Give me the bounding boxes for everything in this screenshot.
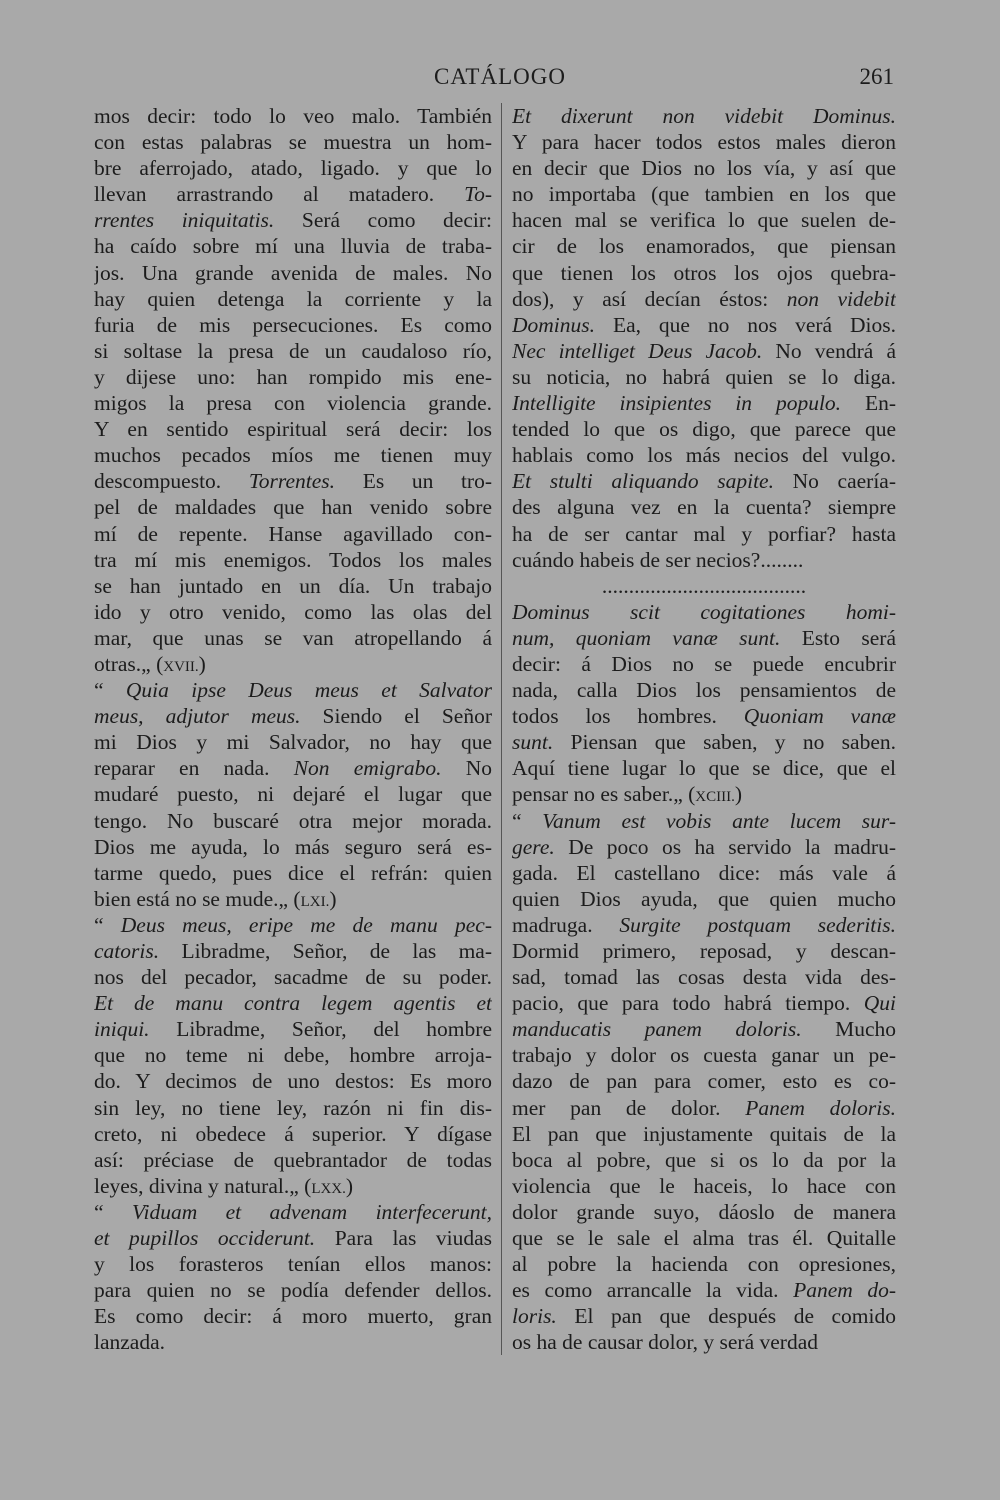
text-line: [94, 521, 492, 547]
text-line: [94, 286, 492, 312]
text-line: [94, 651, 492, 677]
body-text: do. Y decimos de uno destos: Es moro: [94, 1069, 492, 1094]
latin-quote-text: Surgite postquam sederitis.: [619, 912, 896, 937]
body-text: des alguna vez en la cuenta? siempre: [512, 495, 896, 520]
text-line: [512, 468, 896, 494]
text-line: [94, 1251, 492, 1277]
latin-quote-text: gere.: [512, 834, 555, 859]
text-line: [512, 1277, 896, 1303]
text-line: [512, 808, 896, 834]
running-head-title: CATÁLOGO: [434, 64, 566, 89]
text-line: [94, 703, 492, 729]
text-line: [94, 834, 492, 860]
latin-quote-text: catoris.: [94, 939, 160, 963]
latin-quote-text: Viduam et advenam interfecerunt,: [131, 1199, 492, 1224]
body-text: mi Dios y mi Salvador, no hay que: [94, 730, 492, 755]
text-line: [512, 286, 896, 312]
body-text: mí de repente. Hanse agavillado con-: [94, 521, 492, 546]
text-line: [94, 494, 492, 520]
latin-quote-text: non videbit: [786, 286, 896, 311]
text-line: [94, 1095, 492, 1121]
text-line: [94, 1068, 492, 1094]
latin-quote-text: Et stulti aliquando sapite.: [512, 469, 774, 494]
body-text: ha de ser cantar mal y porfiar? hasta: [512, 521, 896, 546]
body-text: otras.„ (: [94, 651, 164, 676]
body-text: que no teme ni debe, hombre arroja-: [94, 1043, 492, 1068]
body-text: dos), y así decían éstos:: [512, 286, 787, 311]
text-line: [94, 781, 492, 807]
text-line: [512, 781, 896, 807]
text-line: [512, 1173, 896, 1199]
body-text: al pobre la hacienda con opresiones,: [512, 1252, 896, 1277]
right-text-column: [512, 103, 896, 1356]
text-line: [94, 1121, 492, 1147]
body-text: tengo. No buscaré otra mejor morada.: [94, 808, 492, 833]
text-line: [94, 729, 492, 755]
body-text: trabajo y dolor os cuesta ganar un pe-: [512, 1043, 896, 1068]
body-text: en decir que Dios no los vía, y así que: [512, 156, 896, 181]
body-text: pel de maldades que han venido sobre: [94, 495, 492, 520]
body-text: migos la presa con violencia grande.: [94, 391, 492, 416]
text-line: [94, 442, 492, 468]
body-text: así: préciase de quebrantador de todas: [94, 1147, 492, 1172]
text-line: [512, 416, 896, 442]
text-line: [94, 1147, 492, 1173]
latin-quote-text: Intelligite insipientes in populo.: [512, 391, 842, 416]
text-line: [512, 964, 896, 990]
text-line: [94, 938, 492, 964]
text-line: [512, 599, 896, 625]
body-text: leyes, divina y natural.„ (: [94, 1173, 312, 1198]
text-line: [512, 1068, 896, 1094]
text-line: [94, 912, 492, 938]
verse-reference: XVII.: [163, 658, 199, 675]
body-text: hacen mal se verifica lo que suelen de-: [512, 208, 896, 233]
body-text: cir de los enamorados, que piensan: [512, 234, 896, 259]
left-text-column: [94, 103, 492, 1356]
latin-quote-text: Deus meus, eripe me de manu pec-: [120, 912, 492, 937]
body-text: De poco os ha servido la madru-: [554, 834, 896, 859]
text-line: [512, 1095, 896, 1121]
text-line: [94, 599, 492, 625]
body-text: ido y otro venido, como las olas del: [94, 599, 492, 624]
text-line: [512, 886, 896, 912]
body-text: si soltase la presa de un caudaloso río,: [94, 338, 492, 363]
body-text: mer pan de dolor.: [512, 1095, 746, 1120]
text-line: [512, 364, 896, 390]
text-line: [94, 312, 492, 338]
latin-quote-text: Vanum est vobis ante lucem sur-: [542, 808, 896, 833]
latin-quote-text: Panem do-: [793, 1278, 896, 1303]
text-line: [94, 808, 492, 834]
body-text: “: [94, 1199, 132, 1224]
body-text: nada, calla Dios los pensamientos de: [512, 678, 896, 703]
body-text: cuándo habeis de ser necios?........: [512, 547, 804, 572]
text-line: [512, 860, 896, 886]
latin-quote-text: Et dixerunt non videbit Dominus.: [512, 104, 896, 128]
text-line: [512, 547, 896, 573]
body-text: Dios me ayuda, lo más seguro será es-: [94, 834, 492, 859]
body-text: gada. El castellano dice: más vale á: [512, 860, 896, 885]
body-text: Ea, que no nos verá Dios.: [595, 312, 896, 337]
body-text: nos del pecador, sacadme de su poder.: [94, 965, 492, 990]
text-line: [94, 1329, 492, 1355]
body-text: muchos pecados míos me tienen muy: [94, 443, 492, 468]
body-text: y los forasteros tenían ellos manos:: [94, 1252, 492, 1277]
body-text: madruga.: [512, 912, 620, 937]
body-text: dazo de pan para comer, esto es co-: [512, 1069, 896, 1094]
body-text: furia de mis persecuciones. Es como: [94, 312, 492, 337]
body-text: todos los hombres.: [512, 704, 744, 729]
latin-quote-text: meus, adjutor meus.: [94, 704, 301, 729]
body-text: es como arrancalle la vida.: [512, 1278, 794, 1303]
body-text: Dormid primero, reposad, y descan-: [512, 939, 896, 963]
body-text: tarme quedo, pues dice el refrán: quien: [94, 860, 492, 885]
text-line: [512, 1199, 896, 1225]
body-text: creto, ni obedece á superior. Y dígase: [94, 1121, 492, 1146]
text-line: [512, 233, 896, 259]
body-text: Y en sentido espiritual será decir: los: [94, 417, 492, 442]
text-line: [94, 155, 492, 181]
text-line: [512, 834, 896, 860]
text-line: [94, 1173, 492, 1199]
text-line: [94, 129, 492, 155]
body-text: Aquí tiene lugar lo que se dice, que el: [512, 756, 896, 781]
text-line: [512, 1251, 896, 1277]
text-line: [94, 260, 492, 286]
text-line: [512, 312, 896, 338]
body-text: que tienen los otros los ojos quebra-: [512, 260, 896, 285]
text-line: [94, 1042, 492, 1068]
body-text: y dijese uno: han rompido mis ene-: [94, 364, 492, 389]
text-line: [512, 573, 896, 599]
body-text: dolor grande suyo, dáoslo de manera: [512, 1199, 896, 1224]
latin-quote-text: Dominus.: [512, 312, 596, 337]
body-text: descompuesto.: [94, 469, 249, 494]
body-text: ): [345, 1173, 354, 1198]
text-line: [94, 677, 492, 703]
text-line: [94, 1303, 492, 1329]
body-text: con estas palabras se muestra un hom-: [94, 130, 492, 155]
text-line: [512, 912, 896, 938]
text-line: [94, 573, 492, 599]
text-line: [512, 103, 896, 129]
body-text: hay quien detenga la corriente y la: [94, 286, 492, 311]
text-line: [94, 181, 492, 207]
latin-quote-text: Qui: [863, 991, 896, 1016]
latin-quote-text: Non emigrabo.: [293, 756, 442, 781]
text-line: [512, 494, 896, 520]
text-line: [94, 468, 492, 494]
body-text: El pan que injustamente quitais de la: [512, 1121, 896, 1146]
body-text: Libradme, Señor, de las ma-: [159, 939, 492, 963]
latin-quote-text: Panem doloris.: [745, 1095, 896, 1120]
body-text: quien Dios ayuda, que quien mucho: [512, 886, 896, 911]
body-text: Siendo el Señor: [300, 704, 492, 729]
latin-quote-text: rrentes iniquitatis.: [94, 208, 275, 233]
body-text: No: [441, 756, 492, 781]
text-line: [512, 1042, 896, 1068]
body-text: hablais como los más necios del vulgo.: [512, 443, 896, 468]
body-text: El pan que después de comido: [556, 1304, 896, 1329]
body-text: pensar no es saber.„ (: [512, 782, 696, 807]
latin-quote-text: num, quoniam vanæ sunt.: [512, 625, 781, 650]
text-line: [94, 233, 492, 259]
text-line: [512, 729, 896, 755]
latin-quote-text: et pupillos occiderunt.: [94, 1226, 316, 1251]
body-text: os ha de causar dolor, y será verdad: [512, 1330, 818, 1355]
body-text: ): [198, 651, 206, 676]
text-line: [512, 129, 896, 155]
body-text: tended lo que os digo, que parece que: [512, 417, 896, 442]
body-text: reparar en nada.: [94, 756, 294, 781]
text-line: [94, 547, 492, 573]
text-line: [94, 1277, 492, 1303]
body-text: jos. Una grande avenida de males. No: [94, 260, 492, 285]
column-divider: [501, 103, 502, 1355]
latin-quote-text: Dominus scit cogitationes homi-: [512, 599, 896, 624]
latin-quote-text: Quia ipse Deus meus et Salvator: [125, 678, 492, 703]
latin-quote-text: Quoniam vanæ: [743, 704, 896, 729]
text-line: [94, 860, 492, 886]
latin-quote-text: Torrentes.: [248, 469, 336, 494]
body-text: sin ley, no tiene ley, razón ni fin dis-: [94, 1095, 492, 1120]
verse-reference: LXX.: [311, 1180, 346, 1197]
body-text: Esto será: [780, 625, 896, 650]
body-text: sad, tomad las cosas desta vida des-: [512, 965, 896, 990]
text-line: [512, 938, 896, 964]
body-text: para quien no se podía defender dellos.: [94, 1278, 492, 1303]
text-line: [94, 338, 492, 364]
body-text: Es un tro-: [335, 469, 492, 494]
body-text: ha caído sobre mí una lluvia de traba-: [94, 234, 492, 259]
body-text: violencia que le haceis, lo hace con: [512, 1173, 896, 1198]
body-text: mudaré puesto, ni dejaré el lugar que: [94, 782, 492, 807]
text-line: [94, 755, 492, 781]
body-text: mos decir: todo lo veo malo. También: [94, 104, 492, 128]
latin-quote-text: manducatis panem doloris.: [512, 1017, 802, 1042]
body-text: En-: [841, 391, 896, 416]
body-text: bre aferrojado, atado, ligado. y que lo: [94, 156, 492, 181]
text-line: [512, 1303, 896, 1329]
latin-quote-text: Et de manu contra legem agentis et: [94, 991, 492, 1016]
body-text: lanzada.: [94, 1330, 166, 1355]
latin-quote-text: sunt.: [512, 730, 554, 755]
body-text: bien está no se mude.„ (: [94, 886, 301, 911]
text-line: [512, 181, 896, 207]
text-line: [512, 677, 896, 703]
body-text: boca al pobre, que si os lo da por la: [512, 1147, 896, 1172]
page-number: 261: [859, 64, 894, 89]
latin-quote-text: loris.: [512, 1304, 557, 1329]
text-line: [94, 207, 492, 233]
text-line: [94, 886, 492, 912]
body-text: ): [329, 886, 337, 911]
latin-quote-text: iniqui.: [94, 1017, 150, 1042]
body-text: Para las viudas: [315, 1226, 492, 1251]
body-text: se han juntado en un día. Un trabajo: [94, 573, 492, 598]
text-line: [94, 1016, 492, 1042]
body-text: su noticia, no habrá quien se lo diga.: [512, 364, 896, 389]
body-text: “: [94, 912, 121, 937]
text-line: [94, 103, 492, 129]
text-line: [512, 155, 896, 181]
body-text: “: [512, 808, 543, 833]
body-text: mar, que unas se van atropellando á: [94, 625, 492, 650]
body-text: Será como decir:: [274, 208, 492, 233]
body-text: tra mí mis enemigos. Todos los males: [94, 547, 492, 572]
body-text: “: [94, 678, 126, 703]
text-line: [512, 1225, 896, 1251]
body-text: Piensan que saben, y no saben.: [553, 730, 896, 755]
text-line: [94, 1225, 492, 1251]
text-line: [512, 1329, 896, 1355]
text-line: [94, 390, 492, 416]
text-line: [512, 625, 896, 651]
body-text: Y para hacer todos estos males dieron: [512, 130, 896, 155]
text-line: [512, 1121, 896, 1147]
text-line: [512, 703, 896, 729]
body-text: ): [734, 782, 743, 807]
text-line: [94, 416, 492, 442]
text-line: [512, 990, 896, 1016]
text-line: [94, 990, 492, 1016]
body-text: Libradme, Señor, del hombre: [149, 1017, 492, 1042]
text-line: [94, 1199, 492, 1225]
body-text: Es como decir: á moro muerto, gran: [94, 1304, 492, 1329]
verse-reference: XCIII.: [695, 789, 735, 806]
text-line: [512, 755, 896, 781]
text-line: [94, 625, 492, 651]
body-text: no importaba (que tambien en los que: [512, 182, 896, 207]
text-line: [512, 260, 896, 286]
text-line: [94, 964, 492, 990]
text-line: [512, 338, 896, 364]
text-line: [512, 1016, 896, 1042]
text-line: [512, 390, 896, 416]
text-line: [512, 521, 896, 547]
verse-reference: LXI.: [300, 893, 330, 910]
latin-quote-text: To-: [464, 182, 492, 207]
body-text: No vendrá á: [762, 338, 896, 363]
text-line: [94, 364, 492, 390]
body-text: Mucho: [801, 1017, 896, 1042]
body-text: decir: á Dios no se puede encubrir: [512, 651, 896, 676]
latin-quote-text: Nec intelliget Deus Jacob.: [512, 338, 763, 363]
text-line: [512, 442, 896, 468]
body-text: pacio, que para todo habrá tiempo.: [512, 991, 864, 1016]
text-line: [512, 1147, 896, 1173]
body-text: llevan arrastrando al matadero.: [94, 182, 465, 207]
text-line: [512, 651, 896, 677]
text-line: [512, 207, 896, 233]
body-text: No caería-: [773, 469, 896, 494]
body-text: que se le sale el alma tras él. Quitalle: [512, 1226, 896, 1251]
body-text: ......................................: [601, 573, 807, 598]
